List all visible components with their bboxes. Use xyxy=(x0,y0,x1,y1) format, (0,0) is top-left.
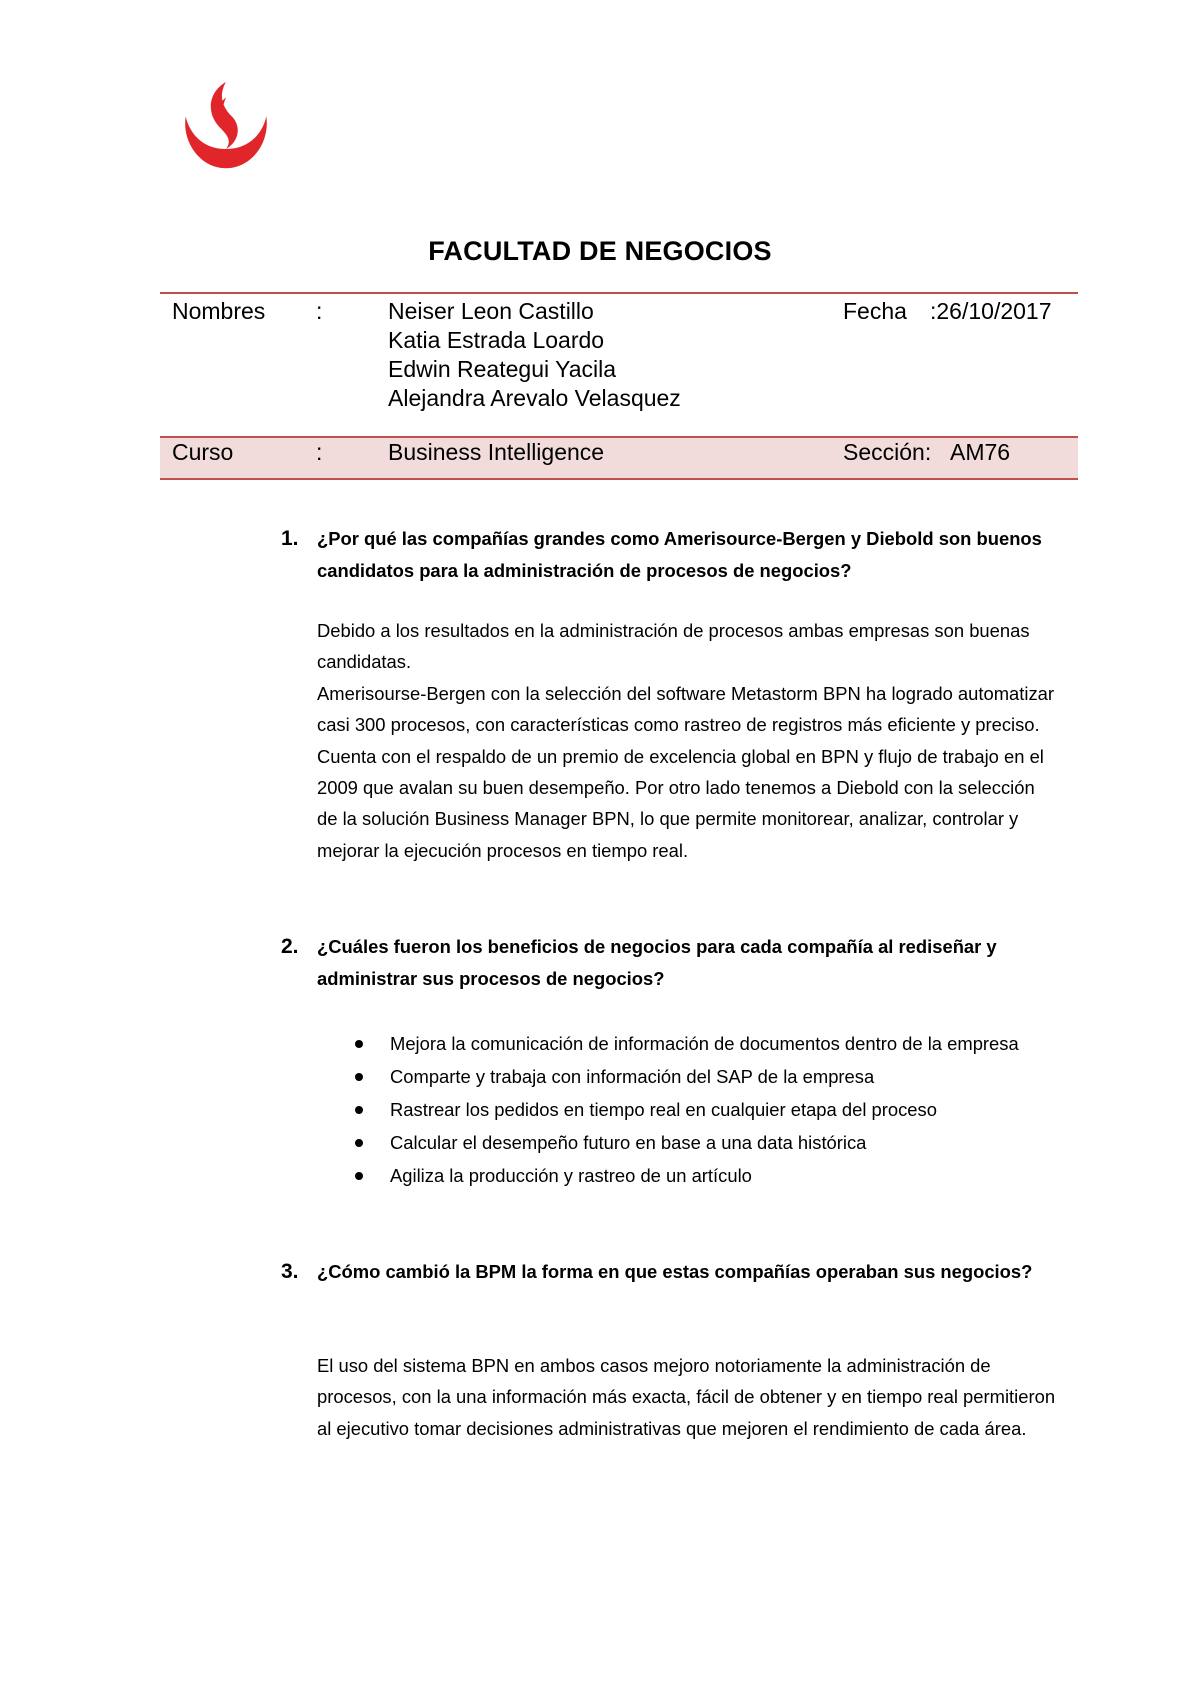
bullet-icon xyxy=(355,1139,363,1147)
fecha-value: :26/10/2017 xyxy=(930,298,1052,324)
bullet-icon xyxy=(355,1073,363,1081)
list-item: Calcular el desempeño futuro en base a una data histórica xyxy=(355,1127,1055,1159)
names-list xyxy=(388,297,681,413)
flame-logo-icon xyxy=(178,78,274,174)
question-2-number: 2. xyxy=(281,935,299,958)
question-3-answer xyxy=(317,1350,1057,1444)
nombres-label: Nombres xyxy=(172,298,266,324)
name-2: Katia Estrada Loardo xyxy=(388,327,605,353)
seccion-value: AM76 xyxy=(950,439,1011,465)
curso-colon: : xyxy=(316,439,323,465)
list-item: Comparte y trabaja con información del SAP de la empresa xyxy=(355,1061,1055,1093)
name-3: Edwin Reategui Yacila xyxy=(388,356,617,382)
name-4: Alejandra Arevalo Velasquez xyxy=(388,385,681,411)
question-3-number: 3. xyxy=(281,1260,299,1283)
answer-3-paragraph-1: El uso del sistema BPN en ambos casos mejoro notoriamente la administración de procesos, con la una información más exacta, fácil de obtener y en tiempo real permitieron al ejecutivo tomar decisiones administrativas que mejoren el rendimiento de cada área. xyxy=(317,1355,1056,1439)
answer-1-paragraph-2: Amerisourse-Bergen con la selección del software Metastorm BPN ha logrado automatizar casi 300 procesos, con características como rastreo de registros más eficiente y preciso. Cuenta con el respaldo de un premio de excelencia global en BPN y flujo de trabajo en el 2009 que avalan su buen desempeño. Por otro lado tenemos a Diebold con la selección de la solución Business Manager BPN, lo que permite monitorear, analizar, controlar y mejorar la ejecución procesos en tiempo real. xyxy=(317,682,1054,861)
list-item: Agiliza la producción y rastreo de un artículo xyxy=(355,1160,1055,1192)
list-item: Mejora la comunicación de información de documentos dentro de la empresa xyxy=(355,1028,1055,1060)
fecha-label: Fecha xyxy=(843,298,907,324)
page-title: FACULTAD DE NEGOCIOS xyxy=(428,236,772,266)
bullet-icon xyxy=(355,1172,363,1180)
bullet-icon xyxy=(355,1106,363,1114)
curso-value: Business Intelligence xyxy=(388,439,605,465)
curso-band xyxy=(160,436,1078,480)
list-item: Rastrear los pedidos en tiempo real en cualquier etapa del proceso xyxy=(355,1094,1055,1126)
benefits-list xyxy=(355,1028,1055,1193)
question-1-answer xyxy=(317,615,1057,866)
answer-1-paragraph-1: Debido a los resultados en la administración de procesos ambas empresas son buenas candidatas. xyxy=(317,620,1030,673)
header-top-rule xyxy=(160,292,1078,294)
question-2-text: ¿Cuáles fueron los beneficios de negocios para cada compañía al rediseñar y administrar sus procesos de negocios? xyxy=(317,936,997,989)
bullet-icon xyxy=(355,1040,363,1048)
question-1-number: 1. xyxy=(281,527,299,550)
nombres-colon: : xyxy=(316,298,323,324)
name-1: Neiser Leon Castillo xyxy=(388,298,594,324)
question-1-text: ¿Por qué las compañías grandes como Amerisource-Bergen y Diebold son buenos candidatos para la administración de procesos de negocios? xyxy=(317,528,1042,581)
question-3-text: ¿Cómo cambió la BPM la forma en que estas compañías operaban sus negocios? xyxy=(317,1261,1033,1282)
curso-label: Curso xyxy=(172,439,234,465)
seccion-label: Sección: xyxy=(843,439,932,465)
